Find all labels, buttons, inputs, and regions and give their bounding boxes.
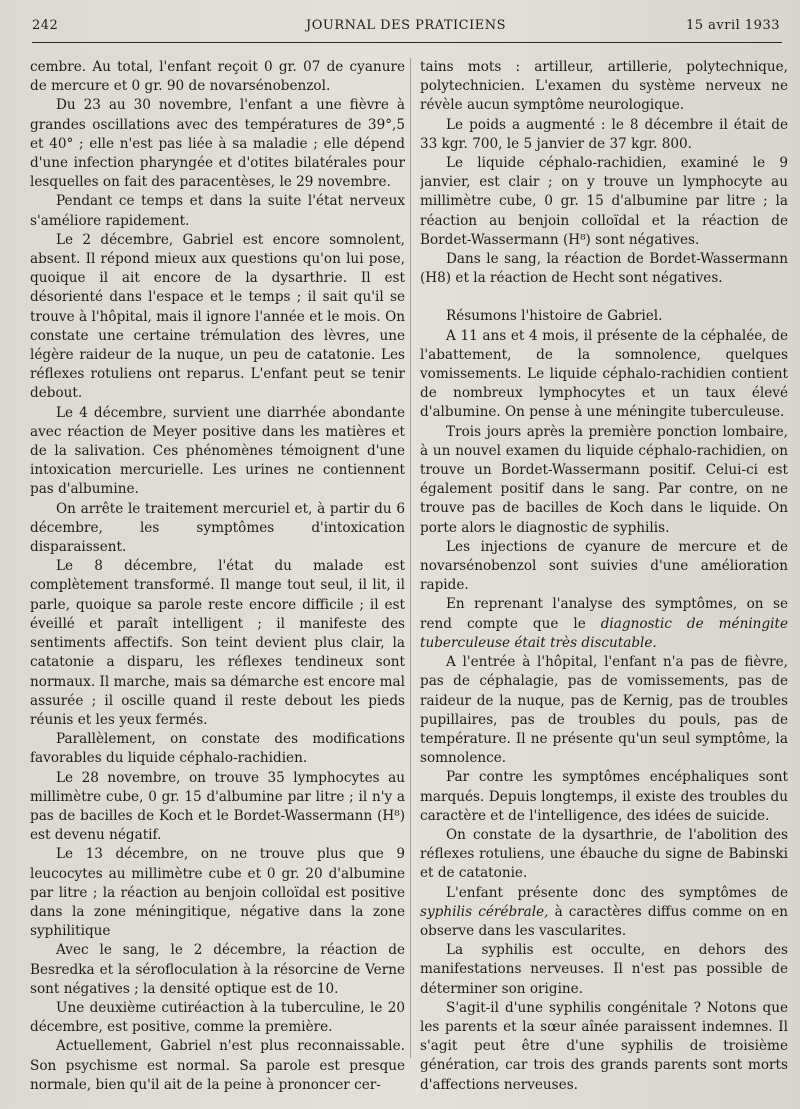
page-number: 242 — [32, 18, 59, 33]
right-column — [420, 58, 788, 1095]
paragraph — [420, 595, 788, 653]
header-rule — [32, 42, 782, 43]
paragraph: Actuellement, Gabriel n'est plus reconnaissable. Son psychisme est normal. Sa parole est presque normale, bien qu'il ait de la peine à prononcer cer- — [30, 1038, 405, 1093]
paragraph: Le 2 décembre, Gabriel est encore somnolent, absent. Il répond mieux aux questions qu'on lui pose, quoique il ait encore de la dysarthrie. Il est désorienté dans l'espace et le temps ; il sait qu'il se trouve à l'hôpital, mais il ignore l'année et le mois. On constate une certaine trémulation des lèvres, une légère raideur de la nuque, un peu de catatonie. Les réflexes rotuliens ont reparus. L'enfant peut se tenir debout. — [30, 231, 405, 402]
paragraph: A 11 ans et 4 mois, il présente de la céphalée, de l'abattement, de la somnolence, quelques vomissements. Le liquide céphalo-rachidien contient de nombreux lymphocytes et un taux élevé d'albumine. On pense à une méningite tuberculeuse. — [420, 327, 788, 421]
paragraph: Le 13 décembre, on ne trouve plus que 9 leucocytes au millimètre cube et 0 gr. 20 d'albumine par litre ; la réaction au benjoin colloïdal est positive dans la zone méningitique, négative dans la zone syphilitique — [30, 846, 405, 940]
text-run: à caractères diffus comme on en observe dans les vascularites. — [420, 903, 788, 939]
paragraph: cembre. Au total, l'enfant reçoit 0 gr. 07 de cyanure de mercure et 0 gr. 90 de novarsénobenzol. — [30, 59, 405, 95]
paragraph: Le 8 décembre, l'état du malade est complètement transformé. Il mange tout seul, il lit, il parle, quoique sa parole reste encore difficile ; il est éveillé et paraît intelligent ; il manifeste des sentiments affectifs. Son teint devient plus clair, la catatonie a disparu, les réflexes tendineux sont normaux. Il marche, mais sa démarche est encore mal assurée ; il oscille quand il reste debout les pieds réunis et les yeux fermés. — [30, 558, 405, 728]
paragraph: On constate de la dysarthrie, de l'abolition des réflexes rotuliens, une ébauche du signe de Babinski et de catatonie. — [420, 826, 788, 882]
paragraph: Pendant ce temps et dans la suite l'état nerveux s'améliore rapidement. — [30, 193, 405, 229]
paragraph: Trois jours après la première ponction lombaire, à un nouvel examen du liquide céphalo-rachidien, on trouve un Bordet-Wassermann positif. Celui-ci est également positif dans le sang. Par contre, on ne trouve pas de bacilles de Koch dans le liquide. On porte alors le diagnostic de syphilis. — [420, 423, 788, 536]
paragraph: Par contre les symptômes encéphaliques sont marqués. Depuis longtemps, il existe des troubles du caractère et de l'intelligence, des idées de suicide. — [420, 769, 788, 824]
issue-date: 15 avril 1933 — [685, 18, 780, 33]
paragraph: Parallèlement, on constate des modifications favorables du liquide céphalo-rachidien. — [30, 731, 405, 767]
left-column — [30, 58, 405, 1095]
journal-title: JOURNAL DES PRATICIENS — [306, 18, 506, 33]
column-divider — [410, 58, 411, 1058]
paragraph: La syphilis est occulte, en dehors des manifestations nerveuses. Il n'est pas possible de déterminer son origine. — [420, 942, 788, 997]
text-run: L'enfant présente donc des symptômes de — [446, 884, 788, 901]
paragraph: Dans le sang, la réaction de Bordet-Wassermann (H8) et la réaction de Hecht sont négatives. — [420, 251, 788, 287]
paragraph: Les injections de cyanure de mercure et de novarsénobenzol sont suivies d'une amélioration rapide. — [420, 538, 788, 594]
paragraph: Résumons l'histoire de Gabriel. — [446, 308, 663, 325]
paragraph: On arrête le traitement mercuriel et, à partir du 6 décembre, les symptômes d'intoxication disparaissent. — [30, 500, 405, 556]
italic-text: syphilis cérébrale, — [420, 903, 549, 920]
paragraph: Avec le sang, le 2 décembre, la réaction de Besredka et la sérofloculation à la résorcine de Verne sont négatives ; la densité optique est de 10. — [30, 942, 405, 997]
paragraph: Du 23 au 30 novembre, l'enfant a une fièvre à grandes oscillations avec des températures de 39°,5 et 40° ; elle n'est pas liée à sa maladie ; elle dépend d'une infection pharyngée et d'otites bilatérales pour lesquelles on fait des paracentèses, le 29 novembre. — [30, 97, 405, 191]
paragraph: A l'entrée à l'hôpital, l'enfant n'a pas de fièvre, pas de céphalagie, pas de vomissements, pas de raideur de la nuque, pas de Kernig, pas de troubles pupillaires, pas de troubles du pouls, pas de température. Il ne présente qu'un seul symptôme, la somnolence. — [420, 654, 788, 767]
paragraph: Le 4 décembre, survient une diarrhée abondante avec réaction de Meyer positive dans les matières et de la salivation. Ces phénomènes témoignent d'une intoxication mercurielle. Les urines ne contiennent pas d'albumine. — [30, 404, 405, 498]
paragraph: tains mots : artilleur, artillerie, polytechnique, polytechnicien. L'examen du système nerveux ne révèle aucun symptôme neurologique. — [420, 59, 788, 114]
paragraph: S'agit-il d'une syphilis congénitale ? Notons que les parents et la sœur aînée paraissent indemnes. Il s'agit peut être d'une syphilis de troisième génération, car trois des grands parents sont morts d'affections nerveuses. — [420, 999, 788, 1093]
paragraph: Le poids a augmenté : le 8 décembre il était de 33 kgr. 700, le 5 janvier de 37 kgr. 800. — [420, 116, 788, 152]
running-head — [32, 18, 780, 40]
text-run: En reprenant l'analyse des symptômes, on se rend compte que le — [420, 596, 788, 632]
paragraph — [420, 884, 788, 942]
italic-text: diagnostic de méningite tuberculeuse était très discutable. — [420, 615, 788, 651]
paragraph: Une deuxième cutiréaction à la tuberculine, le 20 décembre, est positive, comme la première. — [30, 999, 405, 1036]
paragraph: Le liquide céphalo-rachidien, examiné le 9 janvier, est clair ; on y trouve un lymphocyte au millimètre cube, 0 gr. 15 d'albumine par litre ; la réaction au benjoin colloïdal et la réaction de Bordet-Wassermann (H⁸) sont négatives. — [420, 155, 788, 248]
paragraph: Le 28 novembre, on trouve 35 lymphocytes au millimètre cube, 0 gr. 15 d'albumine par litre ; il n'y a pas de bacilles de Koch et le Bordet-Wassermann (H⁸) est devenu négatif. — [30, 769, 405, 844]
